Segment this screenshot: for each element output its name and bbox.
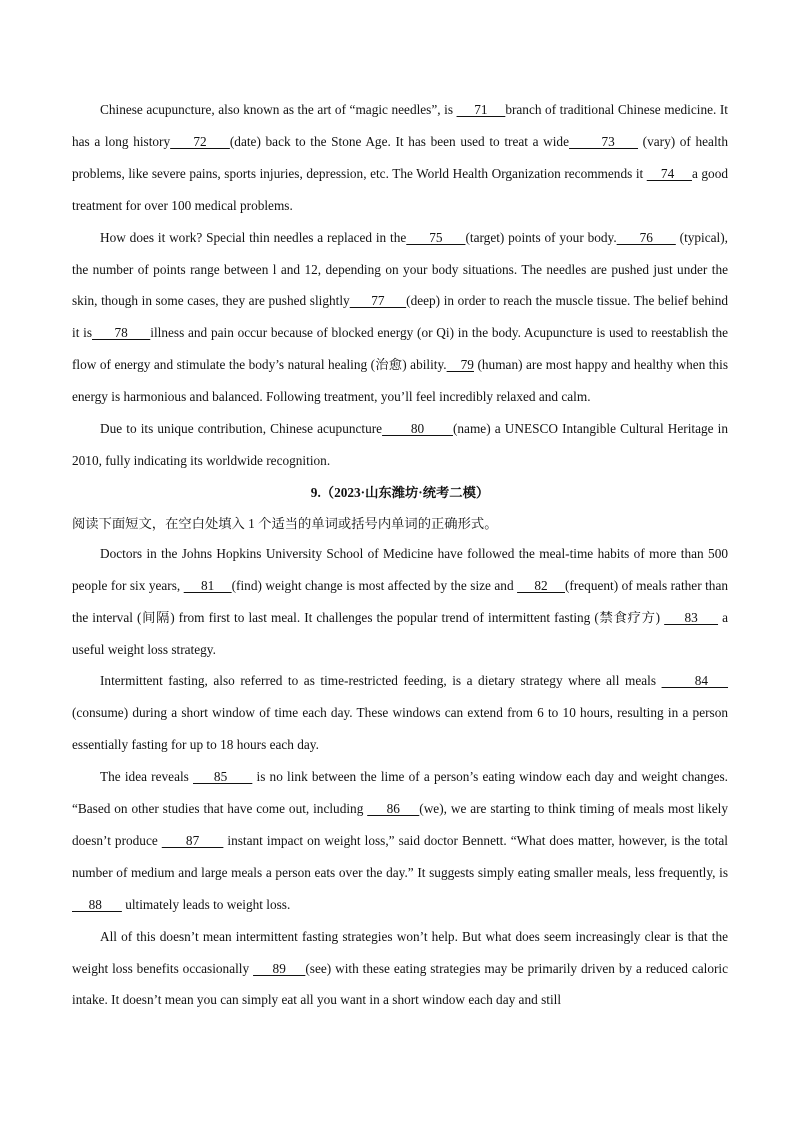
answer-blank: 89 [253, 960, 306, 976]
answer-blank: 79 [446, 357, 474, 373]
answer-blank: 86 [367, 801, 420, 817]
answer-blank: 81 [183, 577, 232, 593]
passage-text: (frequent) of meals rather than the interval (间隔) from first to last meal. It challenges the popular trend of intermittent fasting (禁食疗方) [72, 577, 728, 625]
section-heading: 9.（2023·山东潍坊·统考二模） [310, 484, 490, 500]
passage-text: (date) back to the Stone Age. It has been used to treat a wide [229, 133, 569, 149]
answer-blank: 87 [161, 832, 224, 848]
answer-blank: 72 [170, 133, 230, 149]
passage-text: Doctors in the Johns Hopkins University School of Medicine have followed the meal-time habits of more than 500 people for six years, [72, 545, 728, 593]
answer-blank: 76 [616, 229, 676, 245]
answer-blank: 80 [382, 421, 453, 437]
passage-b-paragraph-3 [72, 761, 728, 921]
passage-text: (deep) in order to reach the muscle tissue. The belief behind it is [72, 293, 728, 341]
passage-text: (see) with these eating strategies may be primarily driven by a reduced caloric intake. It doesn’t mean you can simply eat all you want in a short window each day and still [72, 960, 729, 1008]
answer-blank: 75 [406, 229, 466, 245]
passage-text: Due to its unique contribution, Chinese acupuncture [100, 421, 383, 437]
passage-text: (human) are most happy and healthy when this energy is harmonious and balanced. Following treatment, you’ll feel incredibly relaxed and calm. [72, 357, 729, 405]
passage-text: ultimately leads to weight loss. [121, 896, 291, 912]
passage-text: is no link between the lime of a person’s eating window each day and weight changes. “Based on other studies that have come out, including [72, 769, 728, 817]
answer-blank: 71 [456, 102, 506, 117]
passage-text: (name) a UNESCO Intangible Cultural Heritage in 2010, fully indicating its worldwide recognition. [72, 421, 729, 468]
answer-blank: 82 [517, 577, 565, 593]
passage-text: Intermittent fasting, also referred to as time-restricted feeding, is a dietary strategy where all meals [100, 673, 662, 689]
passage-b-paragraph-4 [72, 921, 728, 1017]
passage-text: Chinese acupuncture, also known as the art of “magic needles”, is [100, 102, 457, 117]
passage-b-paragraph-1 [72, 538, 728, 666]
passage-text: (vary) of health problems, like severe pains, sports injuries, depression, etc. The World Health Organization recommends it [72, 133, 728, 181]
passage-text: branch of traditional Chinese medicine. It has a long history [72, 102, 728, 149]
passage-a-paragraph-2 [72, 222, 728, 413]
passage-text: All of this doesn’t mean intermittent fasting strategies won’t help. But what does seem increasingly clear is that the weight loss benefits occasionally [72, 928, 728, 976]
passage-text: How does it work? Special thin needles a replaced in the [100, 229, 407, 245]
answer-blank: 84 [661, 673, 729, 689]
answer-blank: 88 [72, 896, 122, 912]
answer-blank: 77 [349, 293, 407, 309]
passage-text: instant impact on weight loss,” said doctor Bennett. “What does matter, however, is the total number of medium and large meals a person eats over the day.” It suggests simply eating smaller meals, less frequently, is [72, 832, 728, 880]
answer-blank: 73 [569, 133, 639, 149]
answer-blank: 83 [664, 609, 719, 625]
passage-text: The idea reveals [100, 769, 194, 785]
answer-blank: 74 [646, 165, 692, 181]
answer-blank: 85 [193, 769, 253, 785]
passage-text: (consume) during a short window of time each day. These windows can extend from 6 to 10 hours, resulting in a person essentially fasting for up to 18 hours each day. [72, 705, 728, 753]
passage-text: (target) points of your body. [465, 229, 617, 245]
passage-a-paragraph-3 [72, 413, 728, 477]
passage-text: a good treatment for over 100 medical problems. [72, 165, 728, 213]
answer-blank: 78 [92, 325, 151, 341]
passage-text: (we), we are starting to think timing of meals most likely doesn’t produce [72, 801, 728, 848]
passage-text: illness and pain occur because of blocked energy (or Qi) in the body. Acupuncture is used to reestablish the flow of energy and stimulate the body’s natural healing (治愈) ability. [72, 325, 729, 373]
passage-text: (find) weight change is most affected by the size and [231, 577, 518, 593]
instruction-text: 阅读下面短文，在空白处填入 1 个适当的单词或括号内单词的正确形式。 [72, 515, 498, 531]
passage-text: (typical), the number of points range between l and 12, depending on your body situations. The needles are pushed just under the skin, though in some cases, they are pushed slightly [72, 229, 728, 309]
passage-text: a useful weight loss strategy. [72, 609, 728, 657]
passage-a-paragraph-1 [72, 94, 728, 222]
passage-b-paragraph-2 [72, 665, 728, 761]
